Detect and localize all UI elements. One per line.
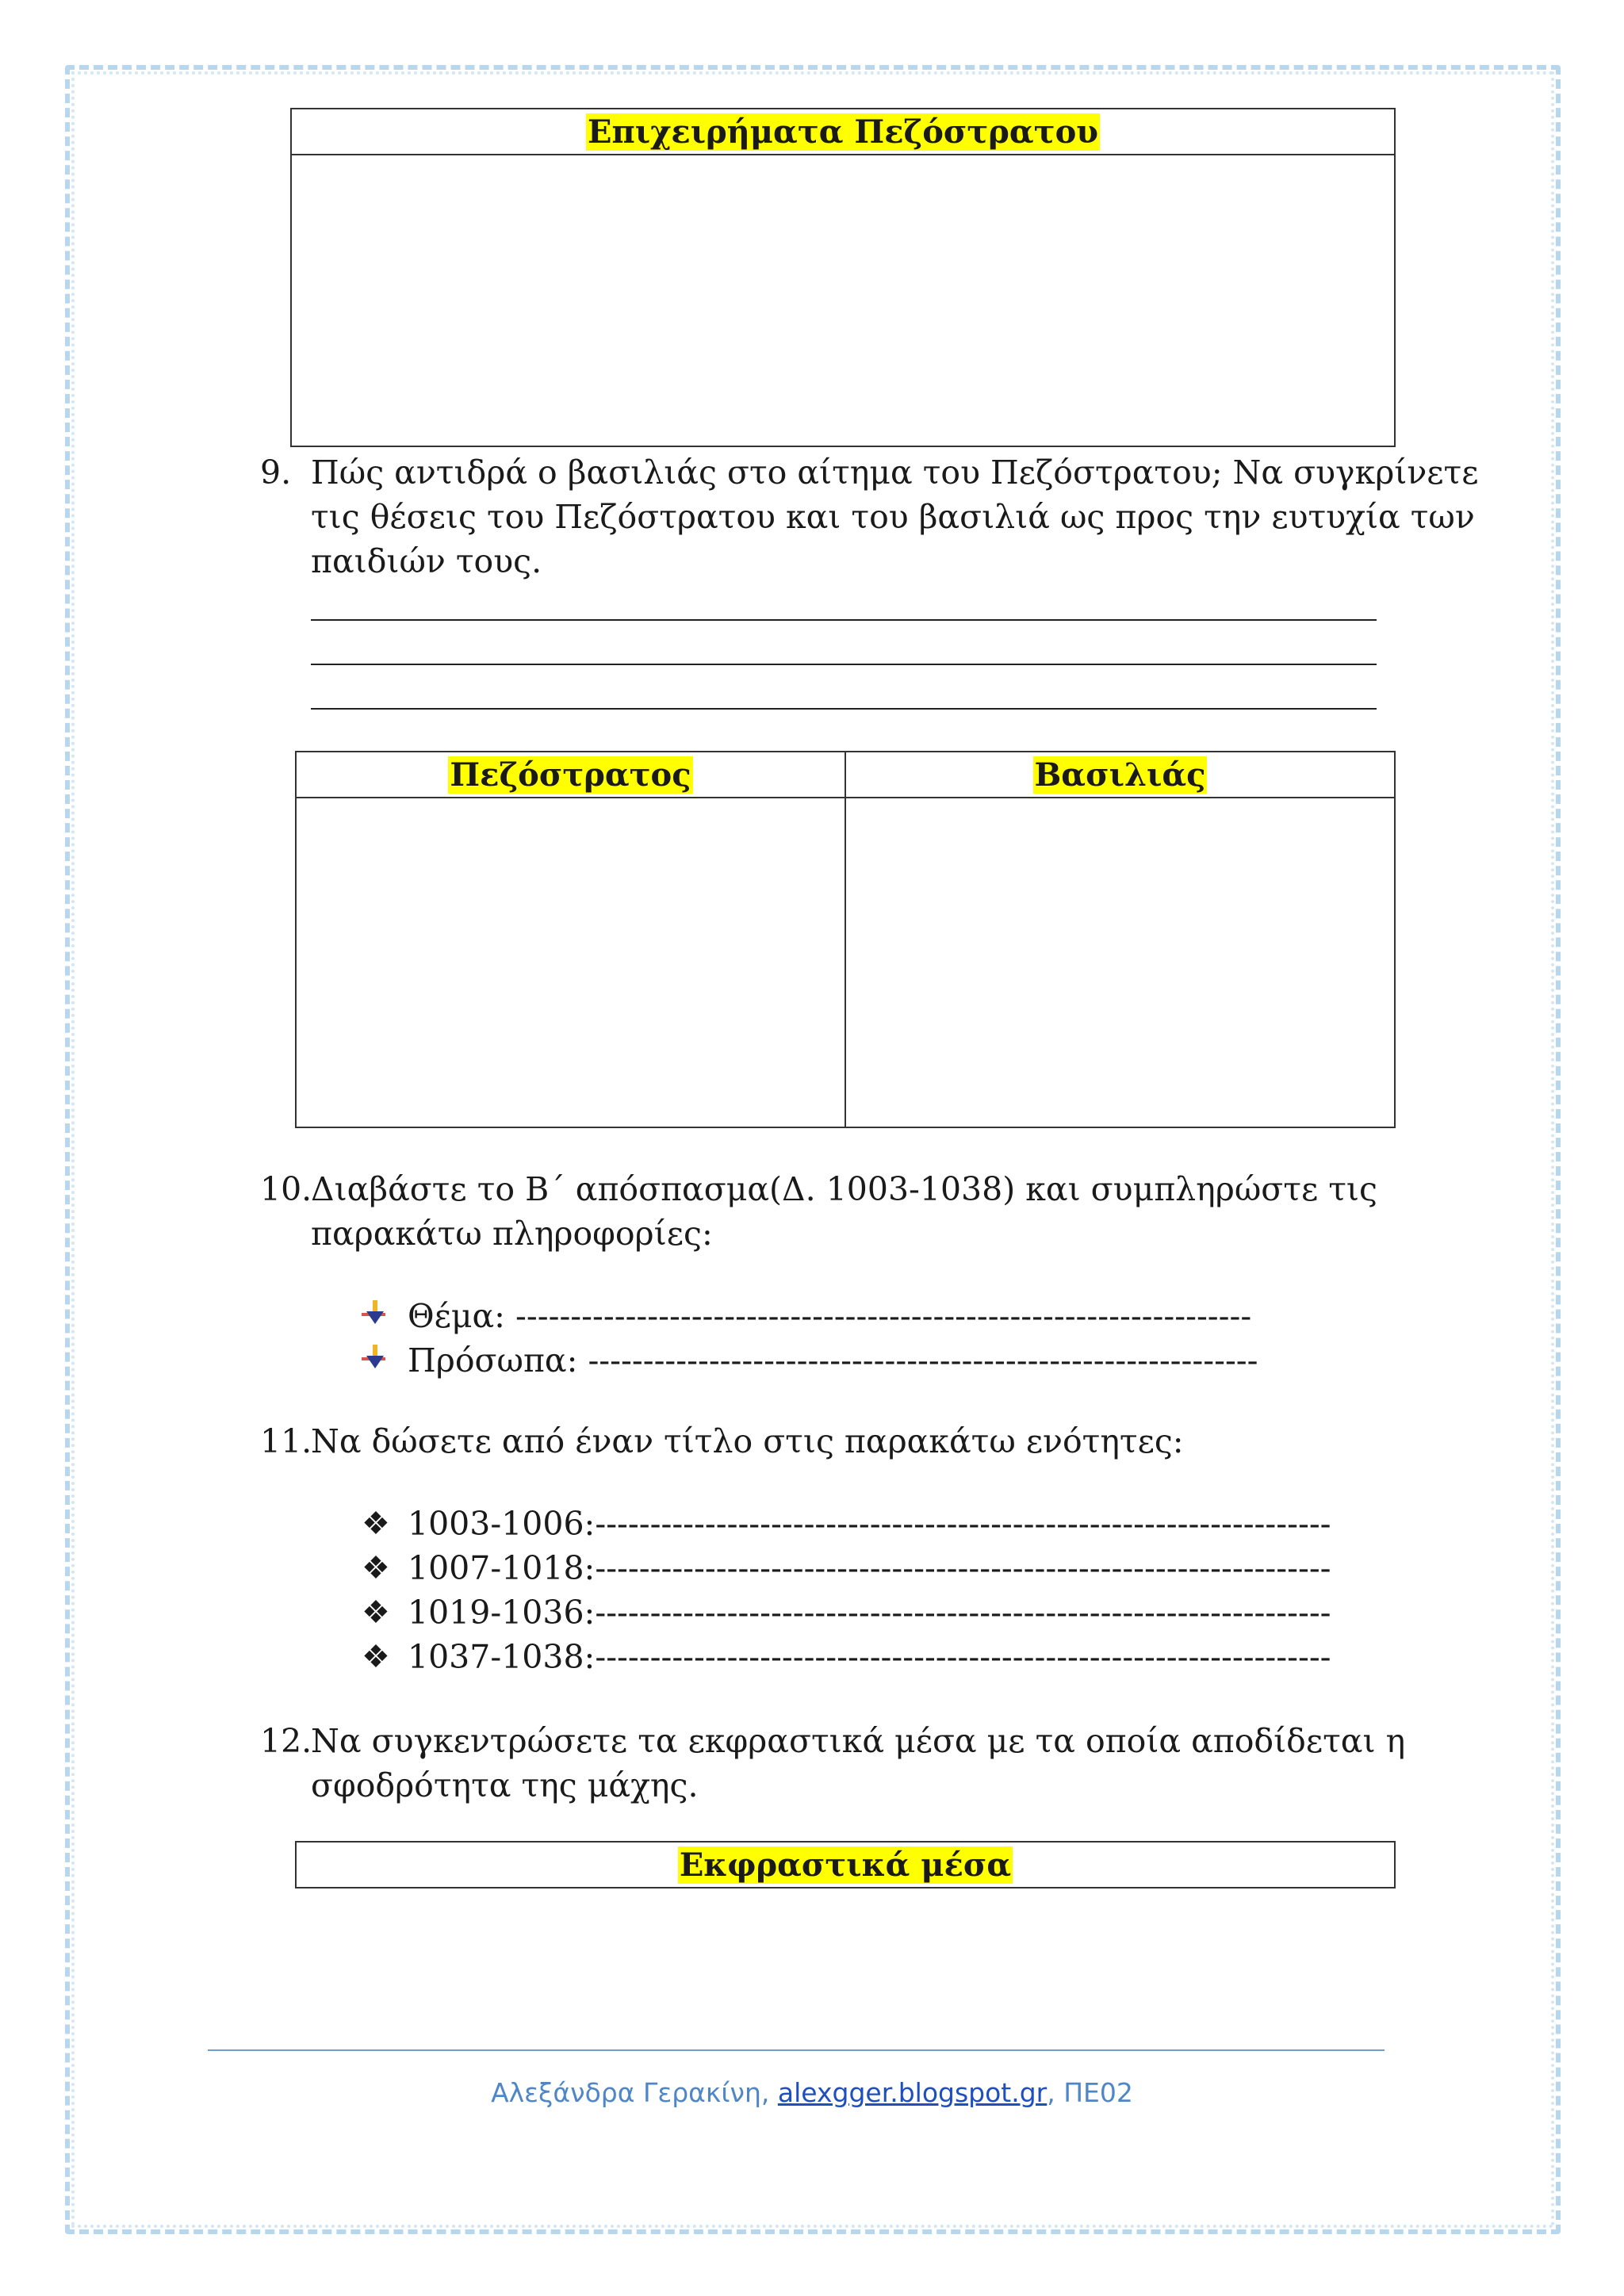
diamond-bullet-icon: ❖ xyxy=(362,1594,390,1631)
arguments-table-header xyxy=(292,109,1394,155)
arguments-table xyxy=(290,108,1396,447)
question-number: 11. xyxy=(260,1422,312,1460)
expressive-means-header xyxy=(297,1843,1394,1887)
king-answer-cell[interactable] xyxy=(846,798,1394,1128)
persons-bullet[interactable]: Πρόσωπα: ------------------------------------------------------------- xyxy=(408,1341,1258,1380)
pezostratos-answer-cell[interactable] xyxy=(297,798,846,1128)
expressive-means-table xyxy=(295,1841,1396,1888)
king-header-text: Βασιλιάς xyxy=(1034,756,1206,794)
footer-divider xyxy=(208,2049,1385,2051)
section-title-item[interactable]: 1007-1018:------------------------------------------------------------------- xyxy=(408,1549,1331,1587)
question-10 xyxy=(260,1167,1410,1256)
question-12 xyxy=(260,1719,1410,1808)
section-title-item[interactable]: 1019-1036:------------------------------------------------------------------- xyxy=(408,1594,1331,1632)
question-line: τις θέσεις του Πεζόστρατου και του βασιλιά ως προς την ευτυχία των xyxy=(311,498,1475,536)
question-number: 10. xyxy=(260,1170,312,1208)
expressive-means-header-text: Εκφραστικά μέσα xyxy=(679,1846,1012,1884)
arrow-bullet-icon xyxy=(362,1300,385,1327)
question-line: παιδιών τους. xyxy=(311,542,542,580)
arguments-answer-cell[interactable] xyxy=(292,155,1394,449)
arguments-header-text: Επιχειρήματα Πεζόστρατου xyxy=(587,113,1099,151)
comparison-table xyxy=(295,751,1396,1128)
pezostratos-header xyxy=(297,752,846,797)
answer-line[interactable] xyxy=(311,619,1377,621)
question-line: Να συγκεντρώσετε τα εκφραστικά μέσα με τα οποία αποδίδεται η xyxy=(311,1722,1406,1760)
diamond-bullet-icon: ❖ xyxy=(362,1550,390,1586)
footer-author: Αλεξάνδρα Γερακίνη, xyxy=(491,2077,778,2108)
question-line: Διαβάστε το Β΄ απόσπασμα(Δ. 1003-1038) και συμπληρώστε τις xyxy=(311,1170,1377,1208)
answer-line[interactable] xyxy=(311,708,1377,710)
section-title-item[interactable]: 1037-1038:------------------------------------------------------------------- xyxy=(408,1638,1331,1676)
question-9 xyxy=(260,450,1479,585)
question-line: σφοδρότητα της μάχης. xyxy=(311,1766,699,1804)
question-number: 12. xyxy=(260,1722,312,1760)
footer-blog-link[interactable]: alexgger.blogspot.gr xyxy=(777,2077,1048,2108)
diamond-bullet-icon: ❖ xyxy=(362,1506,390,1542)
question-line: παρακάτω πληροφορίες: xyxy=(311,1215,713,1253)
pezostratos-header-text: Πεζόστρατος xyxy=(450,756,691,794)
question-line: Να δώσετε από έναν τίτλο στις παρακάτω ενότητες: xyxy=(311,1422,1184,1460)
question-11 xyxy=(260,1419,1410,1464)
footer-suffix: , ΠΕ02 xyxy=(1047,2077,1133,2108)
question-number: 9. xyxy=(260,453,292,492)
diamond-bullet-icon: ❖ xyxy=(362,1639,390,1675)
king-header xyxy=(846,752,1394,797)
section-title-item[interactable]: 1003-1006:------------------------------------------------------------------- xyxy=(408,1505,1331,1543)
question-line: Πώς αντιδρά ο βασιλιάς στο αίτημα του Πεζόστρατου; Να συγκρίνετε xyxy=(311,453,1479,492)
footer xyxy=(0,2077,1624,2108)
arrow-bullet-icon xyxy=(362,1345,385,1372)
theme-bullet[interactable]: Θέμα: ------------------------------------------------------------------- xyxy=(408,1297,1252,1335)
answer-line[interactable] xyxy=(311,664,1377,665)
